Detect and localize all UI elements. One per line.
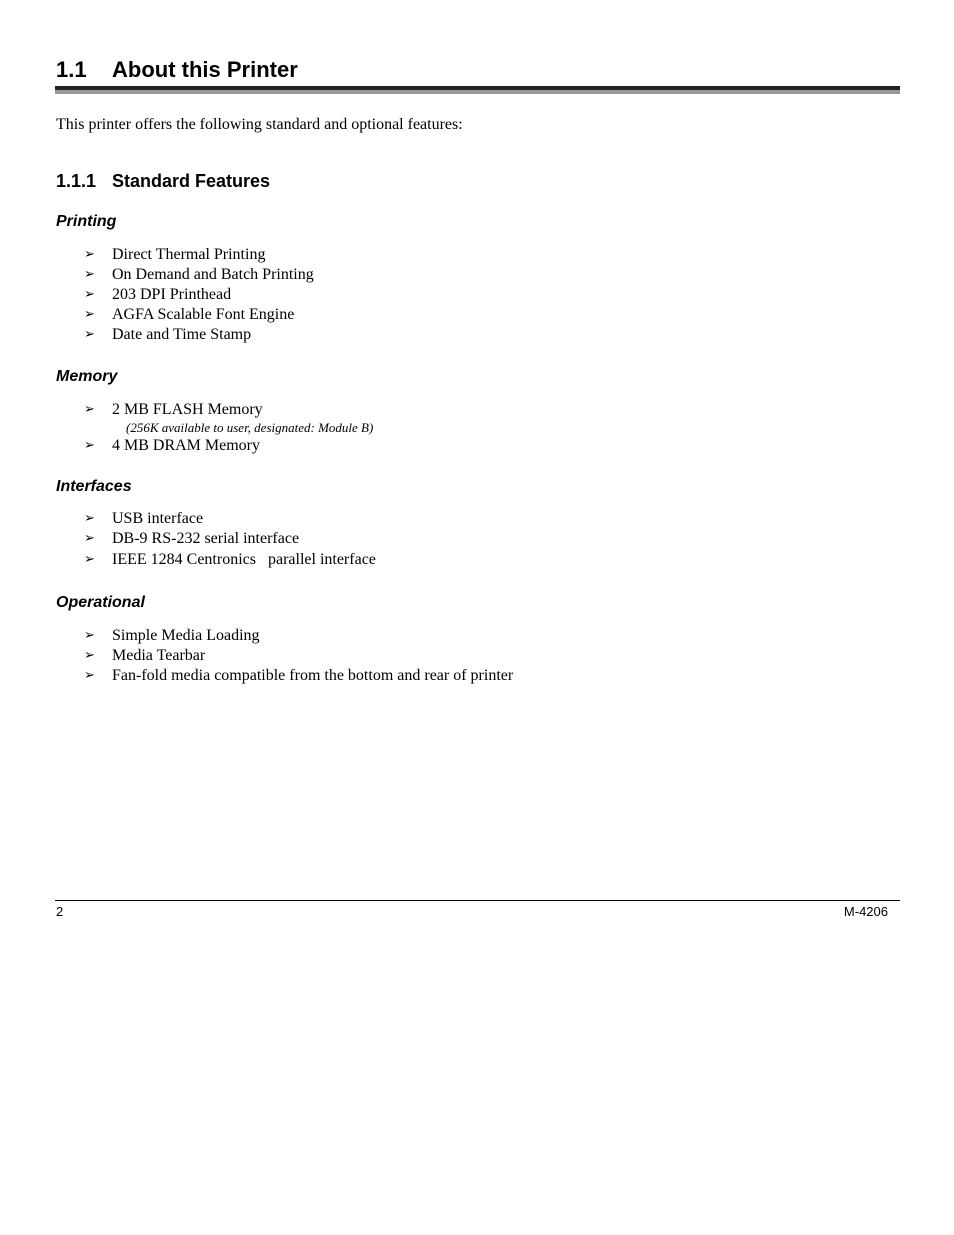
page-number: 2 xyxy=(56,904,64,919)
arrow-bullet-icon: ➢ xyxy=(84,531,95,546)
operational-heading: Operational xyxy=(56,594,145,611)
section-heading xyxy=(56,56,298,84)
subsection-heading xyxy=(56,170,270,192)
arrow-bullet-icon: ➢ xyxy=(84,307,95,322)
arrow-bullet-icon: ➢ xyxy=(84,648,95,663)
section-title: About this Printer xyxy=(112,57,298,82)
heading-rule xyxy=(55,86,900,94)
memory-heading: Memory xyxy=(56,368,118,385)
arrow-bullet-icon: ➢ xyxy=(84,628,95,643)
arrow-bullet-icon: ➢ xyxy=(84,327,95,342)
intro-paragraph: This printer offers the following standard and optional features: xyxy=(56,116,463,133)
arrow-bullet-icon: ➢ xyxy=(84,247,95,262)
interfaces-heading: Interfaces xyxy=(56,478,132,495)
printing-heading: Printing xyxy=(56,213,117,230)
subsection-number: 1.1.1 xyxy=(56,171,97,191)
subsection-title: Standard Features xyxy=(112,171,271,191)
arrow-bullet-icon: ➢ xyxy=(84,552,95,567)
arrow-bullet-icon: ➢ xyxy=(84,402,95,417)
arrow-bullet-icon: ➢ xyxy=(84,438,95,453)
section-number: 1.1 xyxy=(56,57,87,82)
footer-rule xyxy=(55,900,900,901)
arrow-bullet-icon: ➢ xyxy=(84,668,95,683)
arrow-bullet-icon: ➢ xyxy=(84,267,95,282)
arrow-bullet-icon: ➢ xyxy=(84,287,95,302)
document-id: M-4206 xyxy=(843,904,888,919)
document-page: 1.1 About this Printer This printer offers the following standard and optional features: 1.1.1 Standard Features Printing ➢ Direct Thermal Printing ➢ On Demand and Batch Printing ➢ 203 DPI Printhead ➢ AGFA Scalable Font Engine ➢ Date and Time Stamp Memory ➢ 2 MB FLASH Memory (256K available to user, designated: Module B) ➢ 4 MB DRAM Memory Interfaces ➢ USB interface ➢ DB-9 RS-232 serial interface ➢ IEEE 1284 Centronics parallel interface Operational ➢ Simple Media Loading ➢ Media Tearbar ➢ Fan-fold media compatible from the bottom and rear of printer 2 M-4206 xyxy=(0,0,954,1235)
arrow-bullet-icon: ➢ xyxy=(84,511,95,526)
